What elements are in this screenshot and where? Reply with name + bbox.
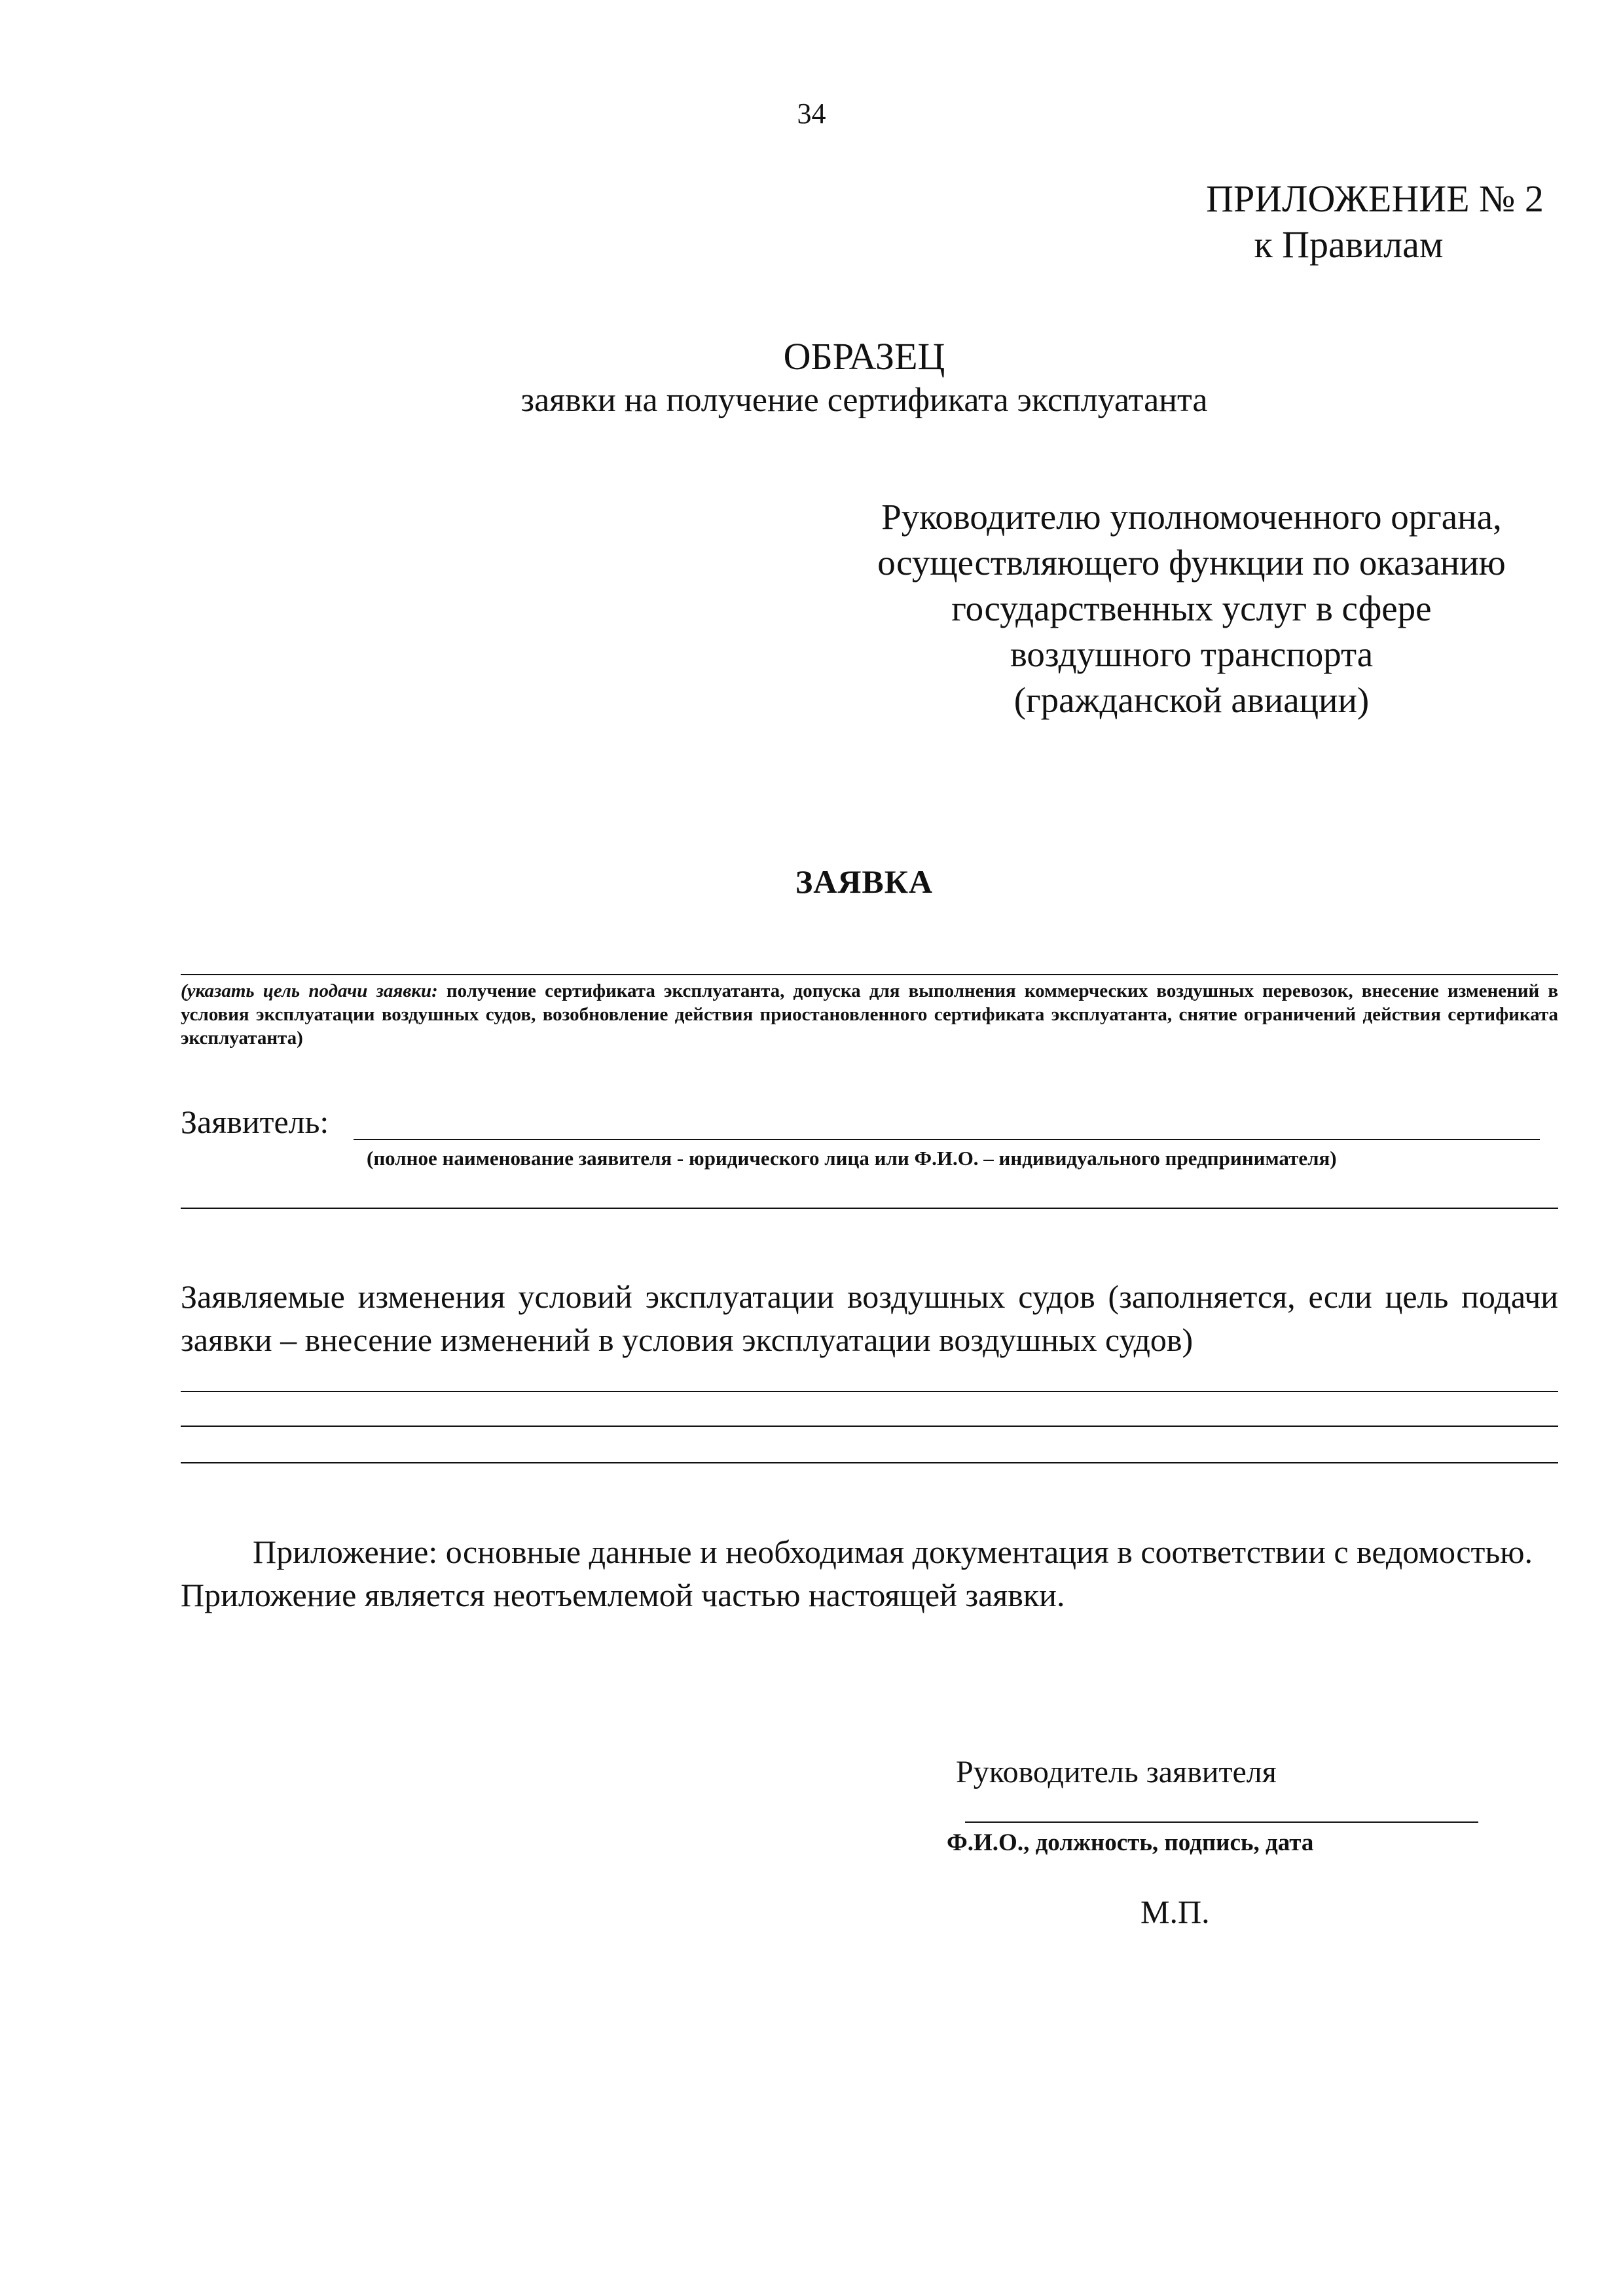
addressee-block — [858, 494, 1525, 723]
annex-subtitle: к Правилам — [1254, 223, 1444, 266]
addressee-line: воздушного транспорта — [1010, 634, 1374, 674]
page-number: 34 — [797, 98, 826, 130]
attachment-note — [181, 1530, 1558, 1617]
addressee-line: осуществляющего функции по оказанию — [877, 543, 1506, 583]
purpose-hint — [181, 979, 1558, 1050]
signature-field-line[interactable] — [965, 1821, 1478, 1823]
applicant-label: Заявитель: — [181, 1103, 329, 1140]
changes-field-line[interactable] — [181, 1426, 1558, 1427]
sample-subtitle: заявки на получение сертификата эксплуатанта — [520, 382, 1208, 419]
form-heading: ЗАЯВКА — [795, 863, 934, 900]
changes-field-line[interactable] — [181, 1391, 1558, 1392]
purpose-hint-lead: (указать цель подачи заявки: — [181, 980, 438, 1001]
addressee-line: Руководителю уполномоченного органа, — [881, 497, 1502, 537]
purpose-field-line[interactable] — [181, 974, 1558, 975]
attachment-line: Приложение является неотъемлемой частью настоящей заявки. — [181, 1577, 1065, 1613]
signature-head-label: Руководитель заявителя — [956, 1755, 1277, 1789]
annex-title: ПРИЛОЖЕНИЕ № 2 — [1206, 177, 1544, 220]
addressee-line: государственных услуг в сфере — [951, 588, 1432, 628]
applicant-field-line[interactable] — [354, 1139, 1540, 1140]
addressee-line: (гражданской авиации) — [1013, 680, 1370, 720]
attachment-line: Приложение: основные данные и необходимая документация в соответствии с ведомостью. — [253, 1534, 1533, 1570]
changes-description: Заявляемые изменения условий эксплуатации воздушных судов (заполняется, если цель подачи заявки – внесение изменений в условия эксплуатации воздушных судов) — [181, 1278, 1558, 1358]
sample-title: ОБРАЗЕЦ — [783, 335, 945, 378]
changes-field-line[interactable] — [181, 1462, 1558, 1463]
stamp-placeholder: М.П. — [1140, 1893, 1210, 1930]
applicant-field-line-2[interactable] — [181, 1208, 1558, 1209]
applicant-caption: (полное наименование заявителя - юридического лица или Ф.И.О. – индивидуального предпринимателя) — [367, 1147, 1337, 1170]
purpose-hint-text: получение сертификата эксплуатанта, допуска для выполнения коммерческих воздушных перевозок, внесение изменений в условия эксплуатации воздушных судов, возобновление действия приостановленного сертификата эксплуатанта, снятие ограничений действия сертификата эксплуатанта) — [181, 980, 1559, 1049]
signature-caption: Ф.И.О., должность, подпись, дата — [947, 1829, 1314, 1856]
